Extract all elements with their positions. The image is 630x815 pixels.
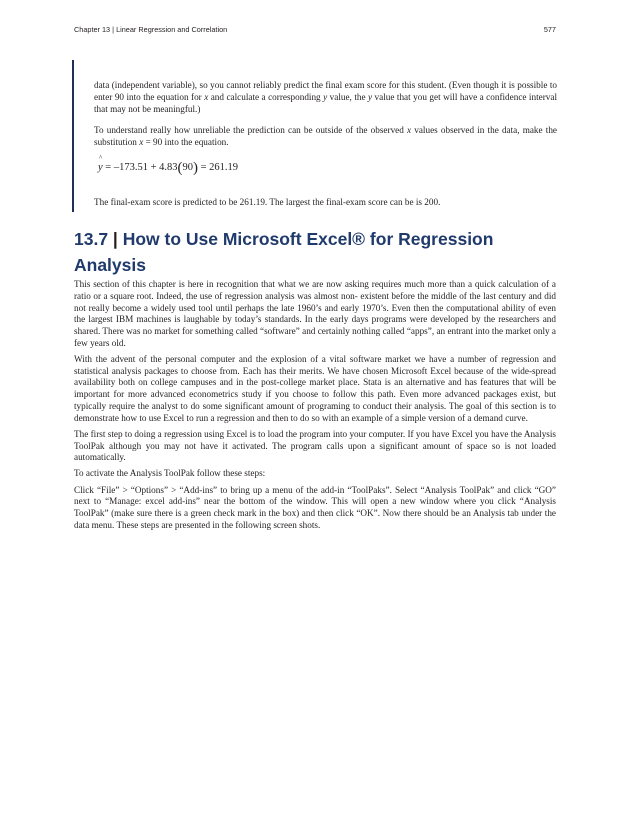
body-paragraph-3: The first step to doing a regression using Excel is to load the program into your computer. If you have Excel you have the Analysis ToolPak although you may not have it activated. The program calls upon a significant amount of space so is not loaded automatically. [74, 428, 556, 463]
hat-accent: ^ [99, 154, 103, 162]
equation-value: 90 [182, 162, 194, 173]
close-paren: ) [193, 160, 199, 176]
equation-part: = –173.51 + 4.83 [102, 162, 178, 173]
var-x: x [139, 136, 144, 147]
body-paragraph-2: With the advent of the personal computer and the explosion of a vital software market we have a number of regression and statistical analysis packages to choose from. Each has their merits. We have chosen Microsoft Excel because of the wide-spread availability both on college campuses and in the post-college market place. Stata is an alternative and has features that will be important for more advanced econometrics study if you choose to follow this path. Even more advanced packages exist, but typically require the analyst to do some significant amount of programing to conduct their analysis. The goal of this section is to demonstrate how to use Excel to run a regression and then to do so with an example of a simple version of a demand curve. [74, 353, 556, 423]
text-run: value that you get will have a confidence interval that may not be meaningful.) [94, 91, 557, 114]
section-title [74, 226, 544, 278]
text-run: value, the [327, 91, 369, 102]
text-run: data (independent variable), so you cannot reliably predict the final exam score for this student. (Even though it is possible to enter 90 into the equation for [94, 80, 557, 102]
body-paragraph-5: Click “File” > “Options” > “Add-ins” to bring up a menu of the add-in “ToolPaks”. Select “Analysis ToolPak” and click “GO” next to “Manage: excel add-ins” near the bottom of the window. This will open a new window where you click “Analysis ToolPak” (make sure there is a green check mark in the box) and then click “OK”. Now there should be an Analysis tab under the data menu. These steps are presented in the following screen shots. [74, 484, 556, 530]
running-header [74, 25, 556, 34]
section-title-text: How to Use Microsoft Excel® for Regression Analysis [74, 229, 494, 275]
y-hat [98, 154, 103, 173]
example-box [72, 60, 557, 212]
text-run: = 90 into the equation. [143, 136, 229, 147]
example-paragraph-3: The final-exam score is predicted to be 261.19. The largest the final-exam score can be is 200. [94, 197, 441, 207]
example-paragraph-1 [94, 80, 557, 115]
var-x: x [204, 91, 209, 102]
section-number: 13.7 [74, 229, 109, 249]
y-symbol: y [98, 162, 103, 173]
body-paragraph-1: This section of this chapter is here in recognition that what we are now asking requires much more than a quick calculation of a ratio or a square root. Indeed, the use of regression analysis was almost non- existent before the middle of the last century and did not really become a widely used tool until perhaps the late 1960’s and early 1970’s. Even then the computational ability of even the largest IBM machines is laughable by today’s standards. In the early days programs were developed by the researchers and shared. There was no market for something called “software” and certainly nothing called “apps”, an entrant into the market only a few years old. [74, 279, 556, 348]
header-separator: | [110, 25, 117, 34]
equation-result: = 261.19 [198, 162, 239, 173]
text-run: values observed in the data, make the substitution [94, 125, 557, 147]
var-x: x [407, 125, 412, 135]
body-text [74, 279, 556, 536]
example-paragraph-2 [94, 125, 557, 149]
var-y: y [368, 91, 373, 102]
section-separator: | [108, 229, 123, 249]
chapter-title: Linear Regression and Correlation [116, 25, 228, 34]
text-run: To understand really how unreliable the prediction can be outside of the observed [94, 125, 408, 135]
chapter-label: Chapter 13 [74, 25, 111, 34]
prediction-equation [98, 154, 239, 177]
open-paren: ( [177, 160, 183, 176]
var-y: y [323, 91, 328, 102]
text-run: and calculate a corresponding [208, 91, 324, 102]
page-number: 577 [543, 25, 556, 34]
body-paragraph-4: To activate the Analysis ToolPak follow these steps: [74, 468, 266, 479]
